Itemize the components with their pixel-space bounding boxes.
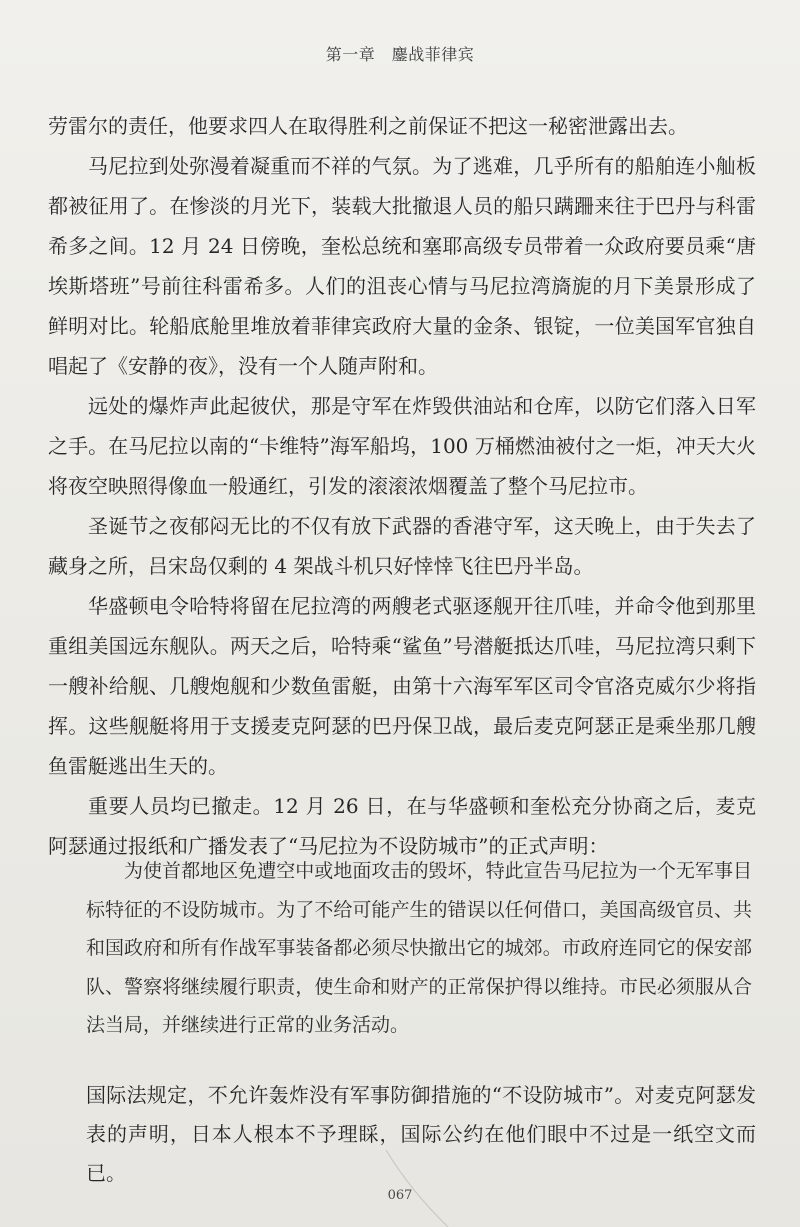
page-number: 067 [387,1188,413,1203]
paragraph-christmas-night: 圣诞节之夜郁闷无比的不仅有放下武器的香港守军，这天晚上，由于失去了藏身之所，吕宋岛仅剩的 4 架战斗机只好悻悻飞往巴丹半岛。 [48,514,756,578]
running-head: 第一章 鏖战菲律宾 [325,45,475,64]
paragraph-manila-atmosphere: 马尼拉到处弥漫着凝重而不祥的气氛。为了逃难，几乎所有的船舶连小舢板都被征用了。在惨淡的月光下，装载大批撤退人员的船只蹒跚来往于巴丹与科雷希多之间。12 月 24 日傍晚，奎松总统和塞耶高级专员带着一众政府要员乘“唐埃斯塔班”号前往科雷希多。人们的沮丧心情与马尼拉湾旖旎的月下美景形成了鲜明对比。轮船底舱里堆放着菲律宾政府大量的金条、银锭，一位美国军官独自唱起了《安静的夜》，没有一个人随声附和。 [48,154,756,378]
body-text [48,106,756,866]
paragraph-open-city-statement: 重要人员均已撤走。12 月 26 日，在与华盛顿和奎松充分协商之后，麦克阿瑟通过报纸和广播发表了“马尼拉为不设防城市”的正式声明： [48,794,756,858]
paragraph-international-law: 国际法规定，不允许轰炸没有军事防御措施的“不设防城市”。对麦克阿瑟发表的声明，日本人根本不予理睬，国际公约在他们眼中不过是一纸空文而已。 [86,1083,756,1185]
paragraph-hart-orders: 华盛顿电令哈特将留在尼拉湾的两艘老式驱逐舰开往爪哇，并命令他到那里重组美国远东舰队。两天之后，哈特乘“鲨鱼”号潜艇抵达爪哇，马尼拉湾只剩下一艘补给舰、几艘炮舰和少数鱼雷艇，由第十六海军军区司令官洛克威尔少将指挥。这些舰艇将用于支援麦克阿瑟的巴丹保卫战，最后麦克阿瑟正是乘坐那几艘鱼雷艇逃出生天的。 [48,594,756,778]
paragraph-continuation: 劳雷尔的责任，他要求四人在取得胜利之前保证不把这一秘密泄露出去。 [48,114,688,138]
block-quote-declaration: 为使首都地区免遭空中或地面攻击的毁坏，特此宣告马尼拉为一个无军事目标特征的不设防城市。为了不给可能产生的错误以任何借口，美国高级官员、共和国政府和所有作战军事装备都必须尽快撤出它的城郊。市政府连同它的保安部队、警察将继续履行职责，使生命和财产的正常保护得以维持。市民必须服从合法当局，并继续进行正常的业务活动。 [86,860,752,1036]
paragraph-explosions: 远处的爆炸声此起彼伏，那是守军在炸毁供油站和仓库，以防它们落入日军之手。在马尼拉以南的“卡维特”海军船坞，100 万桶燃油被付之一炬，冲天大火将夜空映照得像血一般通红，引发的滚滚浓烟覆盖了整个马尼拉市。 [48,394,756,498]
